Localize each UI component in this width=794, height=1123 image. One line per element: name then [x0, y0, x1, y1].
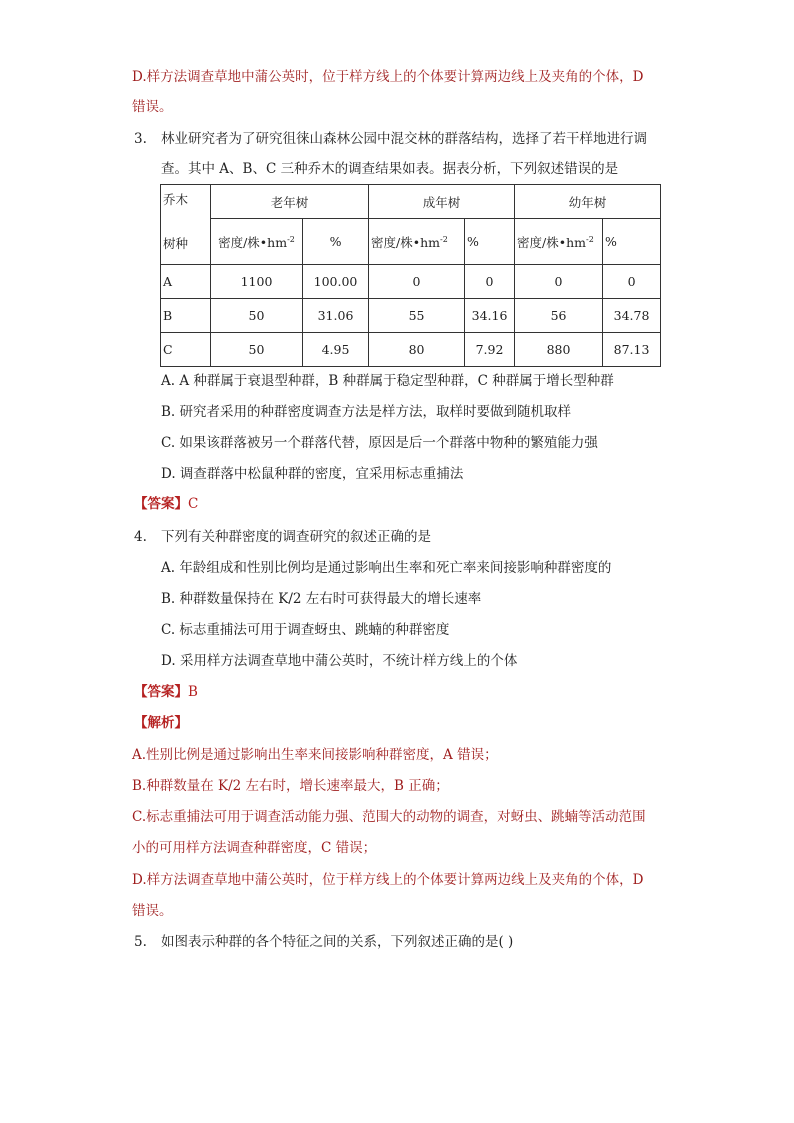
corner-bottom-label: 树种	[163, 236, 189, 251]
q4-answer	[134, 683, 198, 701]
q4-option-b: B. 种群数量保持在 K/2 左右时可获得最大的增长速率	[161, 591, 482, 607]
table-row	[161, 333, 661, 367]
density-sup: -2	[287, 234, 295, 244]
group-header-young: 幼年树	[515, 185, 661, 219]
group-header-old: 老年树	[211, 185, 369, 219]
table-cell: 56	[515, 299, 603, 333]
q4-option-d: D. 采用样方法调查草地中蒲公英时，不统计样方线上的个体	[161, 653, 518, 669]
table-cell: 0	[603, 265, 661, 299]
intro-line-1: D.样方法调查草地中蒲公英时，位于样方线上的个体要计算两边线上及夹角的个体，D	[132, 69, 644, 85]
q3-option-a: A. A 种群属于衰退型种群，B 种群属于稳定型种群，C 种群属于增长型种群	[161, 373, 614, 389]
analysis-line-c2: 小的可用样方法调查种群密度，C 错误；	[132, 840, 377, 856]
q5-stem: 如图表示种群的各个特征之间的关系，下列叙述正确的是( )	[161, 934, 514, 950]
answer-label: 【答案】	[134, 496, 188, 512]
table-cell: 87.13	[603, 333, 661, 367]
density-label: 密度/株•hm	[517, 234, 587, 250]
table-cell: 0	[515, 265, 603, 299]
table-cell: 31.06	[303, 299, 369, 333]
table-cell: 50	[211, 333, 303, 367]
pct-header: %	[465, 219, 515, 265]
table-cell: 7.92	[465, 333, 515, 367]
density-sup: -2	[440, 234, 448, 244]
table-corner-header	[161, 185, 211, 265]
table-cell: 4.95	[303, 333, 369, 367]
q3-option-b: B. 研究者采用的种群密度调查方法是样方法，取样时要做到随机取样	[161, 404, 572, 420]
density-header	[211, 219, 303, 265]
q3-stem-line-2: 查。其中 A、B、C 三种乔木的调查结果如表。据表分析，下列叙述错误的是	[161, 161, 619, 177]
q3-option-c: C. 如果该群落被另一个群落代替，原因是后一个群落中物种的繁殖能力强	[161, 435, 598, 451]
analysis-line-a: A.性别比例是通过影响出生率来间接影响种群密度，A 错误；	[132, 747, 498, 763]
q3-answer	[134, 495, 198, 513]
table-row	[161, 299, 661, 333]
q3-data-table	[160, 184, 661, 367]
table-cell: 100.00	[303, 265, 369, 299]
table-cell: 34.78	[603, 299, 661, 333]
q3-stem-line-1: 林业研究者为了研究徂徕山森林公园中混交林的群落结构，选择了若干样地进行调	[161, 131, 647, 147]
q3-number: 3.	[134, 131, 147, 147]
pct-header: %	[603, 219, 661, 265]
answer-value: B	[188, 684, 198, 700]
analysis-line-c1: C.标志重捕法可用于调查活动能力强、范围大的动物的调查，对蚜虫、跳蝻等活动范围	[132, 809, 646, 825]
q4-number: 4.	[134, 529, 147, 545]
table-cell: 880	[515, 333, 603, 367]
intro-line-2: 错误。	[132, 99, 173, 115]
table-cell: 50	[211, 299, 303, 333]
pct-header: %	[303, 219, 369, 265]
answer-value: C	[188, 496, 199, 512]
species-cell: B	[161, 299, 211, 333]
answer-label: 【答案】	[134, 684, 188, 700]
q4-option-a: A. 年龄组成和性别比例均是通过影响出生率和死亡率来间接影响种群密度的	[161, 560, 612, 576]
density-label: 密度/株•hm	[371, 234, 441, 250]
corner-top-label: 乔木	[163, 192, 189, 207]
analysis-line-d1: D.样方法调查草地中蒲公英时，位于样方线上的个体要计算两边线上及夹角的个体，D	[132, 872, 644, 888]
table-cell: 80	[369, 333, 465, 367]
group-header-adult: 成年树	[369, 185, 515, 219]
table-cell: 55	[369, 299, 465, 333]
density-sup: -2	[586, 234, 594, 244]
table-cell: 0	[465, 265, 515, 299]
analysis-line-b: B.种群数量在 K/2 左右时，增长速率最大，B 正确；	[132, 778, 449, 794]
density-header	[369, 219, 465, 265]
q4-analysis-label	[134, 714, 188, 732]
species-cell: A	[161, 265, 211, 299]
q4-option-c: C. 标志重捕法可用于调查蚜虫、跳蝻的种群密度	[161, 622, 450, 638]
analysis-label: 【解析】	[134, 715, 188, 731]
density-label: 密度/株•hm	[218, 234, 288, 250]
table-cell: 0	[369, 265, 465, 299]
q3-option-d: D. 调查群落中松鼠种群的密度，宜采用标志重捕法	[161, 466, 464, 482]
table-cell: 34.16	[465, 299, 515, 333]
density-header	[515, 219, 603, 265]
q5-number: 5.	[134, 934, 147, 950]
table-row	[161, 265, 661, 299]
species-cell: C	[161, 333, 211, 367]
q4-stem: 下列有关种群密度的调查研究的叙述正确的是	[161, 529, 431, 545]
analysis-line-d2: 错误。	[132, 903, 173, 919]
table-cell: 1100	[211, 265, 303, 299]
